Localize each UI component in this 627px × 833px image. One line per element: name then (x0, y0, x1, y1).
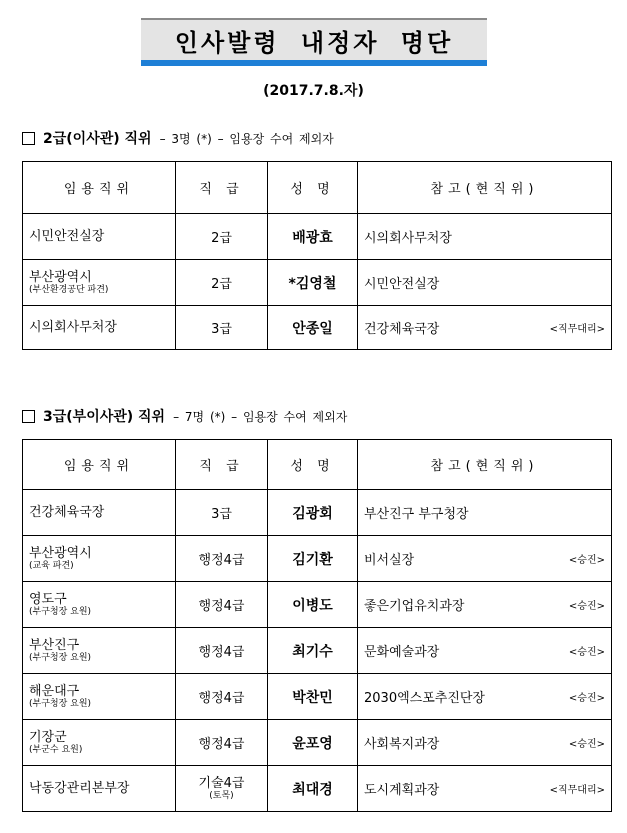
position-cell: 시민안전실장 (23, 214, 176, 260)
header-name: 성 명 (268, 440, 358, 490)
grade3-table (22, 439, 612, 812)
title-box (141, 18, 487, 66)
reference-cell: 부산진구 부구청장 (358, 490, 612, 536)
header-reference: 참고(현직위) (358, 440, 612, 490)
section-detail: – 3명 (*) – 임용장 수여 제외자 (159, 131, 334, 146)
position-cell: 부산광역시 (교육 파견) (23, 536, 176, 582)
name-cell: 배광효 (268, 214, 358, 260)
table-row (23, 674, 612, 720)
position-cell: 영도구 (부구청장 요원) (23, 582, 176, 628)
position-cell: 낙동강관리본부장 (23, 766, 176, 812)
table-row (23, 720, 612, 766)
table-row (23, 536, 612, 582)
position-cell: 부산광역시 (부산환경공단 파견) (23, 260, 176, 306)
grade-cell: 3급 (176, 490, 268, 536)
grade2-table (22, 161, 612, 350)
table-row (23, 582, 612, 628)
table-header-row (23, 162, 612, 214)
name-cell: 최대경 (268, 766, 358, 812)
table-header-row (23, 440, 612, 490)
position-cell: 부산진구 (부구청장 요원) (23, 628, 176, 674)
reference-cell: 좋은기업유치과장 <승진> (358, 582, 612, 628)
reference-cell: 문화예술과장 <승진> (358, 628, 612, 674)
reference-cell: 시민안전실장 (358, 260, 612, 306)
name-cell: 이병도 (268, 582, 358, 628)
table-row (23, 490, 612, 536)
reference-cell: 시의회사무처장 (358, 214, 612, 260)
table-row (23, 766, 612, 812)
name-cell: 김기환 (268, 536, 358, 582)
table-row (23, 628, 612, 674)
name-cell: 안종일 (268, 306, 358, 350)
grade-cell: 2급 (176, 260, 268, 306)
section-header-grade3 (22, 406, 347, 426)
grade-cell: 3급 (176, 306, 268, 350)
reference-cell: 도시계획과장 <직무대리> (358, 766, 612, 812)
header-position: 임용직위 (23, 440, 176, 490)
table-row (23, 306, 612, 350)
name-cell: 박찬민 (268, 674, 358, 720)
position-cell: 기장군 (부군수 요원) (23, 720, 176, 766)
name-cell: *김영철 (268, 260, 358, 306)
header-grade: 직 급 (176, 162, 268, 214)
section-heading: 3급(부이사관) 직위 (43, 409, 166, 425)
position-cell: 건강체육국장 (23, 490, 176, 536)
checkbox-icon (22, 132, 35, 145)
name-cell: 김광회 (268, 490, 358, 536)
grade-cell: 2급 (176, 214, 268, 260)
table-row (23, 260, 612, 306)
checkbox-icon (22, 410, 35, 423)
grade-cell: 행정4급 (176, 536, 268, 582)
reference-cell: 2030엑스포추진단장 <승진> (358, 674, 612, 720)
header-reference: 참고(현직위) (358, 162, 612, 214)
grade-cell: 행정4급 (176, 674, 268, 720)
name-cell: 최기수 (268, 628, 358, 674)
reference-cell: 사회복지과장 <승진> (358, 720, 612, 766)
date-label: (2017.7.8.자) (263, 83, 364, 99)
section-detail: – 7명 (*) – 임용장 수여 제외자 (173, 409, 348, 424)
section-heading: 2급(이사관) 직위 (43, 131, 152, 147)
position-cell: 시의회사무처장 (23, 306, 176, 350)
grade-cell: 행정4급 (176, 628, 268, 674)
header-position: 임용직위 (23, 162, 176, 214)
section-header-grade2 (22, 128, 334, 148)
reference-cell: 비서실장 <승진> (358, 536, 612, 582)
header-name: 성 명 (268, 162, 358, 214)
grade-cell: 기술4급 (토목) (176, 766, 268, 812)
name-cell: 윤포영 (268, 720, 358, 766)
grade-cell: 행정4급 (176, 720, 268, 766)
reference-cell: 건강체육국장 <직무대리> (358, 306, 612, 350)
table-row (23, 214, 612, 260)
grade-cell: 행정4급 (176, 582, 268, 628)
page-title: 인사발령 내정자 명단 (174, 28, 454, 57)
header-grade: 직 급 (176, 440, 268, 490)
position-cell: 해운대구 (부구청장 요원) (23, 674, 176, 720)
